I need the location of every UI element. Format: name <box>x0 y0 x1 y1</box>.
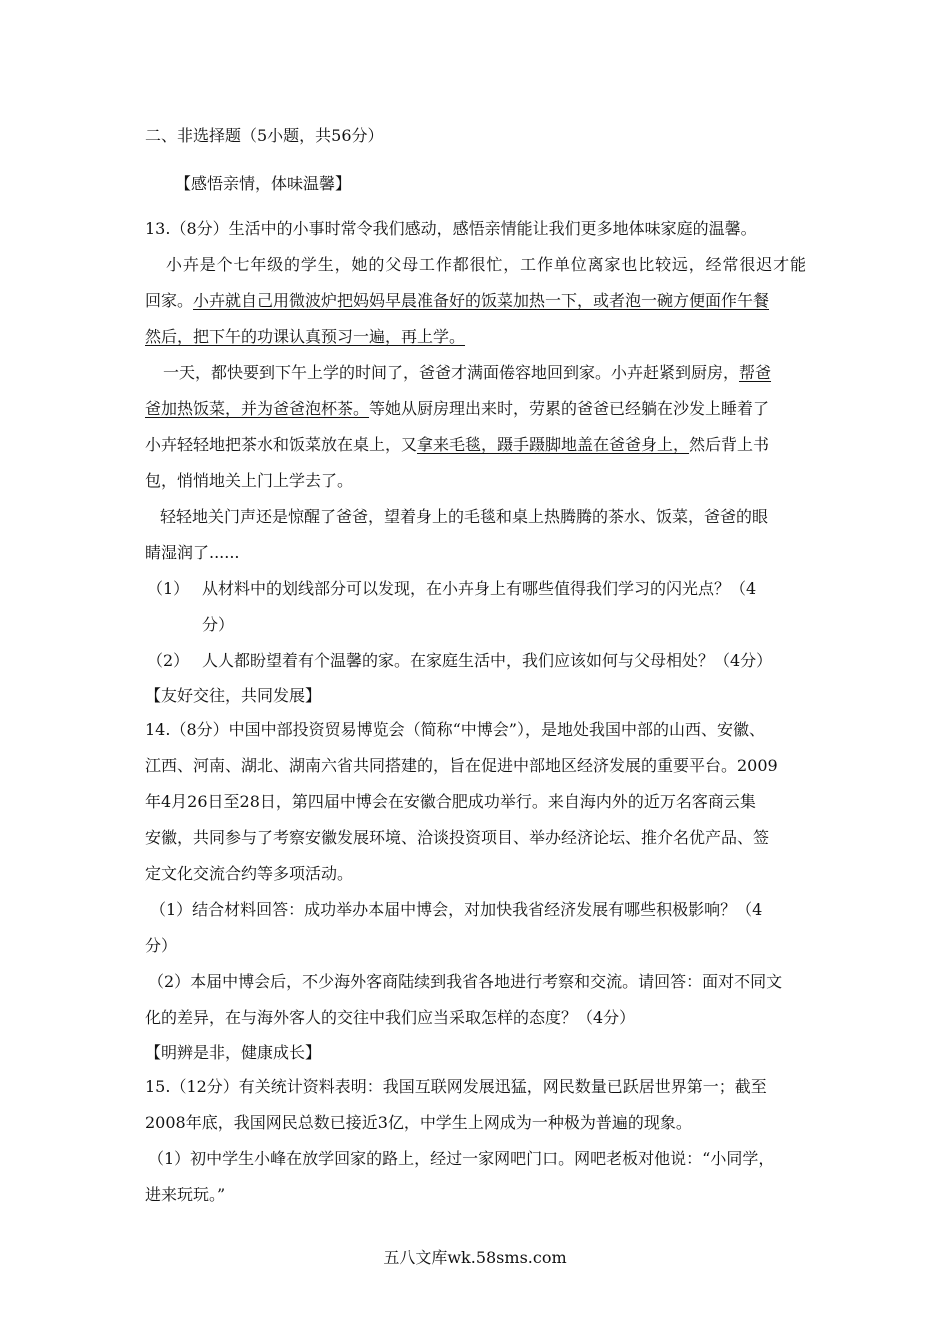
q13-sub1-line1: 从材料中的划线部分可以发现，在小卉身上有哪些值得我们学习的闪光点？（4 <box>202 579 757 598</box>
q14-line2: 江西、河南、湖北、湖南六省共同搭建的，旨在促进中部地区经济发展的重要平台。2009 <box>145 756 778 775</box>
q14-sub2-line2: 化的差异，在与海外客人的交往中我们应当采取怎样的态度？（4分） <box>145 1008 636 1027</box>
q13-para1-line1: 小卉是个七年级的学生，她的父母工作都很忙，工作单位离家也比较远，经常很迟才能 <box>166 255 806 274</box>
q13-sub2-number: （2） <box>147 651 190 670</box>
q15-line2: 2008年底，我国网民总数已接近3亿，中学生上网成为一种极为普遍的现象。 <box>145 1113 692 1132</box>
q14-heading: 【友好交往，共同发展】 <box>145 686 322 705</box>
q13-heading: 【感悟亲情，体味温馨】 <box>175 174 352 193</box>
q15-sub1-line1: （1）初中学生小峰在放学回家的路上，经过一家网吧门口。网吧老板对他说：“小同学， <box>148 1149 775 1168</box>
q13-para2-line1 <box>163 362 828 384</box>
page-footer: 五八文库wk.58sms.com <box>383 1248 567 1267</box>
q13-para3-line2: 睛湿润了...... <box>145 543 240 562</box>
q15-sub1-line2: 进来玩玩。” <box>145 1185 226 1204</box>
q13-stem: 13.（8分）生活中的小事时常令我们感动，感悟亲情能让我们更多地体味家庭的温馨。 <box>145 219 757 238</box>
q13-underlined-2: 然后，把下午的功课认真预习一遍，再上学。 <box>145 327 466 346</box>
q15-line1: 15.（12分）有关统计资料表明：我国互联网发展迅猛，网民数量已跃居世界第一；截至 <box>145 1077 767 1096</box>
q14-line5: 定文化交流合约等多项活动。 <box>145 864 354 883</box>
q13-para2-line2 <box>145 398 810 420</box>
q13-underlined-5: 拿来毛毯，蹑手蹑脚地盖在爸爸身上， <box>417 435 690 454</box>
q13-sub2-line1: 人人都盼望着有个温馨的家。在家庭生活中，我们应该如何与父母相处？（4分） <box>202 651 773 670</box>
q15-heading: 【明辨是非，健康成长】 <box>145 1043 322 1062</box>
q13-underlined-1: 小卉就自己用微波炉把妈妈早晨准备好的饭菜加热一下，或者泡一碗方便面作午餐 <box>193 291 770 310</box>
section-title: 二、非选择题（5小题，共56分） <box>145 126 384 145</box>
q13-para1-line2 <box>145 290 810 312</box>
q13-para3-line1: 轻轻地关门声还是惊醒了爸爸，望着身上的毛毯和桌上热腾腾的茶水、饭菜，爸爸的眼 <box>160 507 769 526</box>
q13-sub1-number: （1） <box>147 579 190 598</box>
q14-line4: 安徽，共同参与了考察安徽发展环境、洽谈投资项目、举办经济论坛、推介名优产品、签 <box>145 828 770 847</box>
q14-line1: 14.（8分）中国中部投资贸易博览会（简称“中博会”），是地处我国中部的山西、安徽、 <box>145 720 765 739</box>
q13-para2-line3 <box>145 434 810 456</box>
q13-para1-line3 <box>145 326 810 348</box>
q14-sub2-line1: （2）本届中博会后，不少海外客商陆续到我省各地进行考察和交流。请回答：面对不同文 <box>148 972 783 991</box>
q13-sub1-line2: 分） <box>202 615 235 634</box>
q13-para2-line3-end: 然后背上书 <box>689 435 770 454</box>
q13-para1-line2-text: 回家。 <box>145 291 194 310</box>
q14-sub1-line2: 分） <box>145 936 178 955</box>
q13-underlined-4: 爸加热饭菜，并为爸爸泡杯茶。 <box>145 399 370 418</box>
q14-sub1-line1: （1）结合材料回答：成功举办本届中博会，对加快我省经济发展有哪些积极影响？（4 <box>150 900 763 919</box>
q13-underlined-3: 帮爸 <box>739 363 772 382</box>
q13-para2-line3-text: 小卉轻轻地把茶水和饭菜放在桌上，又 <box>145 435 418 454</box>
q13-para2-line4: 包，悄悄地关上门上学去了。 <box>145 471 354 490</box>
q14-line3: 年4月26日至28日，第四届中博会在安徽合肥成功举行。来自海内外的近万名客商云集 <box>145 792 756 811</box>
q13-para2-line1-text: 一天，都快要到下午上学的时间了，爸爸才满面倦容地回到家。小卉赶紧到厨房， <box>163 363 740 382</box>
q13-para2-line2-text: 等她从厨房理出来时，劳累的爸爸已经躺在沙发上睡着了 <box>369 399 770 418</box>
